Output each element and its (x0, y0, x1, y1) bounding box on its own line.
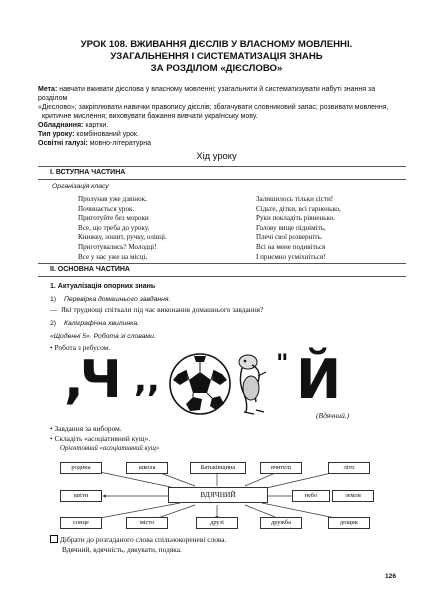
bullet-icon: • (50, 434, 53, 443)
check-task-text: Дібрати до розгаданого слова спільнокореневі слова. (59, 535, 227, 544)
lesson-title-line1: УРОК 108. ВЖИВАННЯ ДІЄСЛІВ У ВЛАСНОМУ МОВЛЕННІ. (80, 39, 353, 50)
equipment-label: Обладнання: (38, 122, 84, 129)
lesson-title-line2: УЗАГАЛЬНЕННЯ І СИСТЕМАТИЗАЦІЯ ЗНАНЬ (110, 51, 323, 62)
bush-word: земля (332, 490, 374, 502)
goal-text2: «Дієслово»; закріплювати навички правопису дієслів; збагачувати словниковий запас; розвивати мовлення, (38, 104, 389, 111)
bush-word: сонце (60, 517, 102, 529)
bush-word: Батьківщина (190, 462, 246, 474)
rebus-letters-left: ,Ч (64, 350, 118, 410)
question-dash: — (50, 305, 58, 314)
bush-word: вчителі (260, 462, 302, 474)
item1: Перевірка домашнього завдання. (64, 296, 171, 303)
type-text: комбінований урок. (74, 131, 139, 138)
poem-line: І приємно усміхніться! (256, 252, 326, 261)
bullet-icon: • (50, 424, 53, 433)
bullet-bush-text: Складіть «асоціативний кущ». (54, 434, 151, 443)
bush-word: друзі (196, 517, 238, 529)
page-number: 126 (385, 573, 397, 580)
bush-word: родина (60, 462, 102, 474)
poem-line: Все у нас уже на місці, (78, 252, 148, 261)
poem-line: Книжку, зошит, ручку, олівці. (78, 233, 167, 242)
goal-text1: навчати вживати дієслова у власному мовленні; узагальнити й систематизувати набуті знання за розділом (38, 86, 376, 102)
bush-word: квіти (60, 490, 102, 502)
goal-text3: критичне мислення; виховувати бажання вивчати українську мову. (42, 113, 258, 120)
bullet-icon: • (50, 343, 53, 352)
bush-center-word: ВДЯЧНИЙ (168, 487, 268, 503)
check-answer: Вдячний, вдячність, дякувати, подяка. (62, 545, 182, 554)
poem-line: Сідьте, дітки, всі гарненько, (256, 204, 341, 213)
type-label: Тип уроку: (38, 131, 75, 138)
poem-line: Плечі свої розверніть. (256, 233, 323, 242)
org-label: Організація класу (52, 183, 109, 190)
poem-line: Руки покладіть рівненько. (256, 214, 335, 223)
areas-text: мовно-літературна (87, 140, 151, 147)
subsection-1: 1. Актуалізація опорних знань (50, 283, 156, 290)
areas-label: Освітні галузі: (38, 140, 88, 147)
lesson-title-line3: ЗА РОЗДІЛОМ «ДІЄСЛОВО» (150, 63, 283, 74)
poem-line: Залишилось тільки сісти! (256, 195, 334, 203)
question: Які труднощі спіткали під час виконання домашнього завдання? (61, 305, 264, 314)
bush-word: школа (126, 462, 168, 474)
section1-heading: I. ВСТУПНА ЧАСТИНА (50, 169, 126, 176)
bush-word: дощик (328, 517, 370, 529)
bush-word: небо (292, 490, 330, 502)
equipment-text: картки. (83, 122, 109, 129)
section2-heading: II. ОСНОВНА ЧАСТИНА (50, 266, 130, 273)
check-task (50, 534, 226, 545)
rebus-task-text: Робота з ребусом. (54, 343, 111, 352)
poem-line: Пролунав уже дзвінок, (78, 195, 147, 203)
poem-line: Приготувались? Молодці! (78, 242, 157, 251)
bush-word: місто (126, 517, 168, 529)
goal-label: Мета: (38, 86, 58, 93)
bullet-choice-text: Завдання за вибором. (54, 424, 122, 433)
checkbox-icon (50, 535, 58, 543)
poem-line: Приготуйте без мороки (78, 214, 149, 223)
diary-task: «Щоденні 5». Робота зі словами. (50, 333, 156, 340)
poem-line: Починається урок. (78, 204, 135, 213)
bush-label: Орієнтовний «асоціативний кущ» (60, 445, 160, 452)
poem-line: Голову вище підніміть, (256, 223, 326, 232)
rebus-quote: " (276, 349, 289, 377)
lesson-course-title: Хід уроку (196, 150, 237, 161)
bush-word: дружба (260, 517, 302, 529)
rebus-comma: ,, (134, 360, 160, 400)
poem-line: Все, що треба до уроку. (78, 223, 150, 232)
bush-word: літо (328, 462, 370, 474)
poem-line: Всі на мене подивіться (256, 242, 326, 251)
item2: Каліграфічна хвилинка. (64, 320, 140, 327)
item2-num: 2) (50, 320, 57, 327)
rebus-answer: (Вдячний.) (316, 411, 350, 420)
rebus-letter-right: Й (296, 348, 342, 411)
item1-num: 1) (50, 296, 57, 303)
